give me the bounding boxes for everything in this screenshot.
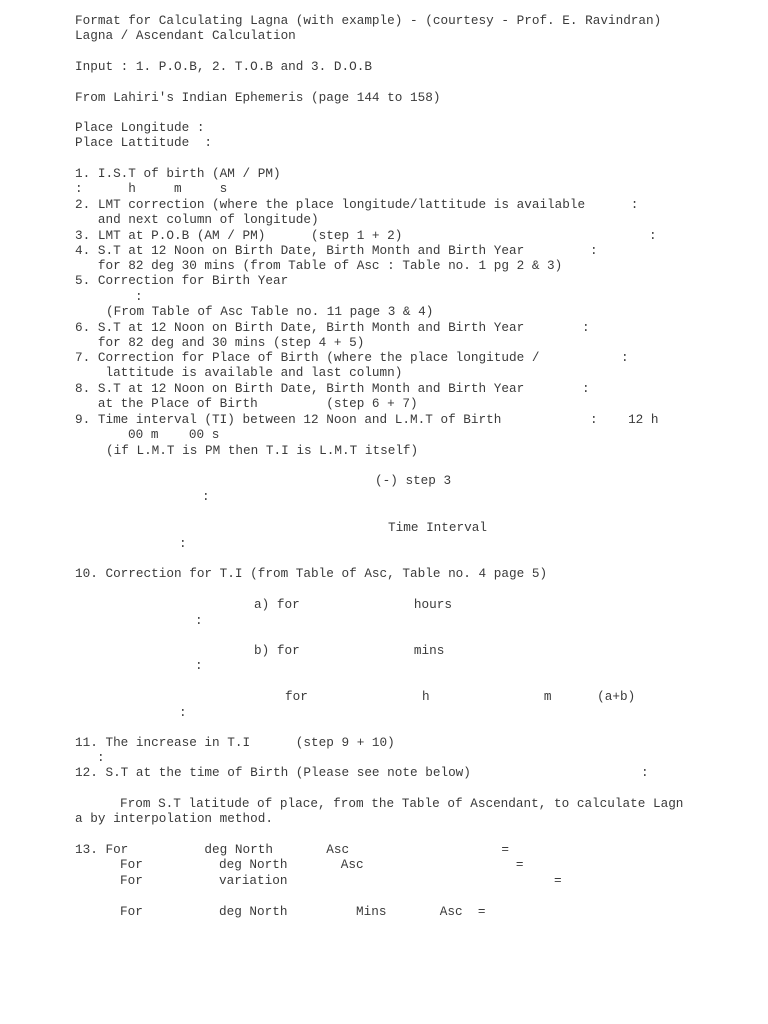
document-subtitle: Lagna / Ascendant Calculation xyxy=(75,28,296,43)
step-9-value-continuation: 00 m 00 s xyxy=(128,427,220,442)
step-11-colon: : xyxy=(97,750,105,765)
time-interval-label: Time Interval xyxy=(388,520,487,535)
step-7-colon: : xyxy=(621,350,629,365)
step-1-line: 1. I.S.T of birth (AM / PM) xyxy=(75,166,281,181)
step-5-note: (From Table of Asc Table no. 11 page 3 & 4) xyxy=(106,304,434,319)
step-13-line: 13. For deg North Asc = xyxy=(75,842,509,857)
interpolation-note: From S.T latitude of place, from the Table of Ascendant, to calculate Lagn xyxy=(120,796,684,811)
place-longitude-line: Place Longitude : xyxy=(75,120,205,135)
step-5-line: 5. Correction for Birth Year xyxy=(75,273,289,288)
step-4-line: 4. S.T at 12 Noon on Birth Date, Birth Month and Birth Year xyxy=(75,243,525,258)
step-10-line: 10. Correction for T.I (from Table of Asc, Table no. 4 page 5) xyxy=(75,566,548,581)
step-4-continuation: for 82 deg 30 mins (from Table of Asc : Table no. 1 pg 2 & 3) xyxy=(75,258,563,273)
interpolation-note-continuation: a by interpolation method. xyxy=(75,811,273,826)
step-10b-colon: : xyxy=(195,658,203,673)
step-9-note: (if L.M.T is PM then T.I is L.M.T itself) xyxy=(106,443,419,458)
step-10-total-colon: : xyxy=(179,705,187,720)
ephemeris-source-line: From Lahiri's Indian Ephemeris (page 144 to 158) xyxy=(75,90,441,105)
step-1-time-units: : h m s xyxy=(75,181,228,196)
step-9-line: 9. Time interval (TI) between 12 Noon and L.M.T of Birth xyxy=(75,412,502,427)
place-lattitude-line: Place Lattitude : xyxy=(75,135,213,150)
step-13-second-line: For deg North Asc = xyxy=(120,857,524,872)
step-2-line: 2. LMT correction (where the place longitude/lattitude is available : xyxy=(75,197,639,212)
step-12-line: 12. S.T at the time of Birth (Please see note below) xyxy=(75,765,471,780)
time-interval-colon: : xyxy=(179,536,187,551)
step-7-continuation: lattitude is available and last column) xyxy=(75,365,403,380)
step-8-colon: : xyxy=(582,381,590,396)
step-3-line: 3. LMT at P.O.B (AM / PM) (step 1 + 2) xyxy=(75,228,403,243)
step-9-value: : 12 h xyxy=(590,412,659,427)
minus-step-3-colon: : xyxy=(202,489,210,504)
step-6-continuation: for 82 deg and 30 mins (step 4 + 5) xyxy=(75,335,365,350)
input-line: Input : 1. P.O.B, 2. T.O.B and 3. D.O.B xyxy=(75,59,372,74)
step-6-line: 6. S.T at 12 Noon on Birth Date, Birth Month and Birth Year xyxy=(75,320,525,335)
step-13-mins-line: For deg North Mins Asc = xyxy=(120,904,486,919)
step-10a-colon: : xyxy=(195,613,203,628)
step-12-colon: : xyxy=(641,765,649,780)
step-3-colon: : xyxy=(649,228,657,243)
step-13-variation-line: For variation = xyxy=(120,873,562,888)
step-6-colon: : xyxy=(582,320,590,335)
step-10a-line: a) for hours xyxy=(254,597,452,612)
step-8-line: 8. S.T at 12 Noon on Birth Date, Birth Month and Birth Year xyxy=(75,381,525,396)
document-title: Format for Calculating Lagna (with example) - (courtesy - Prof. E. Ravindran) xyxy=(75,13,662,28)
step-4-colon: : xyxy=(590,243,598,258)
step-10b-line: b) for mins xyxy=(254,643,445,658)
step-7-line: 7. Correction for Place of Birth (where the place longitude / xyxy=(75,350,540,365)
step-10-total-line: for h m (a+b) xyxy=(285,689,636,704)
step-11-line: 11. The increase in T.I (step 9 + 10) xyxy=(75,735,395,750)
step-2-continuation: and next column of longitude) xyxy=(75,212,319,227)
step-5-colon: : xyxy=(135,289,143,304)
step-8-continuation: at the Place of Birth (step 6 + 7) xyxy=(75,396,418,411)
minus-step-3-label: (-) step 3 xyxy=(375,473,452,488)
